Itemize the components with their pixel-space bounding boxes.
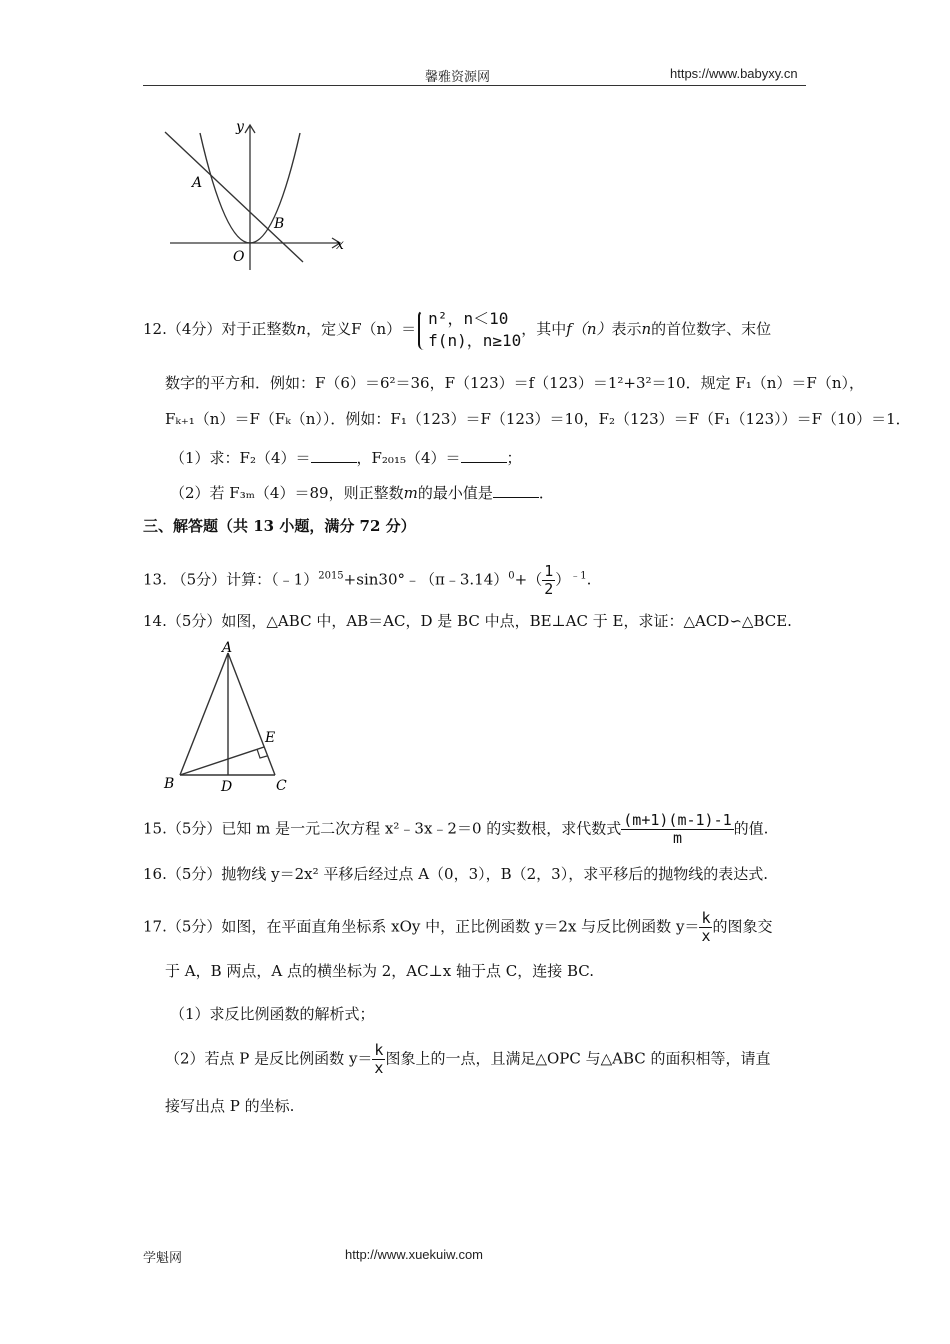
- q12-sub2-post: 的最小值是: [417, 484, 493, 502]
- q15-pre: 15.（5分）已知 m 是一元二次方程 x²﹣3x﹣2＝0 的实数根，求代数式: [143, 819, 622, 838]
- q12-mid: ，定义: [306, 320, 352, 338]
- q12-sub2-m: m: [403, 484, 418, 502]
- q12-end: 表示: [611, 320, 642, 338]
- q12-F: F（n）＝: [351, 320, 417, 338]
- q13-close: ）: [555, 570, 571, 589]
- q17-sub2-post: 图象上的一点，且满足△OPC 与△ABC 的面积相等，请直: [385, 1049, 771, 1068]
- label-O: O: [233, 249, 245, 265]
- label-y: y: [236, 119, 244, 135]
- case-1: n²，n＜10: [428, 309, 509, 328]
- q12-post: ，其中: [521, 320, 567, 338]
- q17-pre: 17.（5分）如图，在平面直角坐标系 xOy 中，正比例函数 y＝2x 与反比例函数 y＝: [143, 917, 700, 936]
- q13-line: [143, 563, 591, 598]
- q17-frac-num: k: [701, 909, 711, 927]
- q17-sub2-frac-den: x: [374, 1059, 384, 1077]
- q13-fraction: [542, 563, 555, 598]
- label-B: B: [274, 216, 285, 232]
- q15-line: [143, 812, 768, 847]
- q12-pre: 12.（4分）对于正整数: [143, 320, 297, 338]
- q15-frac-den: m: [672, 829, 682, 847]
- label-E: E: [265, 730, 276, 746]
- footer-site-url[interactable]: http://www.xuekuiw.com: [345, 1247, 483, 1262]
- triangle-figure: [160, 638, 300, 798]
- q17-fraction: [699, 910, 712, 945]
- q17-line1: [143, 910, 772, 945]
- q15-fraction: [621, 812, 733, 847]
- q12-sub2-end: ．: [538, 484, 554, 502]
- answer-blank[interactable]: [461, 446, 507, 463]
- label-C: C: [276, 778, 287, 794]
- label-A: A: [192, 175, 203, 191]
- side-AB: [180, 653, 228, 775]
- header-site-url[interactable]: https://www.babyxy.cn: [670, 66, 798, 81]
- q13-frac-den: 2: [544, 580, 554, 598]
- header-site-name: 馨雅资源网: [425, 69, 491, 84]
- q12-line1: [143, 308, 771, 352]
- answer-blank[interactable]: [311, 446, 357, 463]
- q13-frac-num: 1: [544, 562, 554, 580]
- q15-frac-num: (m+1)(m-1)-1: [623, 811, 732, 829]
- q17-sub2: [165, 1042, 771, 1077]
- q17-sub2-pre: （2）若点 P 是反比例函数 y＝: [165, 1049, 373, 1068]
- answer-blank[interactable]: [493, 481, 539, 498]
- q12-sub1-mid: ，F₂₀₁₅（4）＝: [356, 449, 461, 467]
- parabola-line-figure: [160, 115, 350, 275]
- q13-exp0: 0: [508, 570, 515, 582]
- q17-post: 的图象交: [712, 917, 773, 936]
- q12-sub1-end: ；: [506, 449, 522, 467]
- q12-sub2: [170, 481, 554, 503]
- label-x: x: [336, 237, 344, 253]
- piecewise-brace: [416, 308, 521, 352]
- section-title: 三、解答题（共 13 小题，满分 72 分）: [143, 517, 416, 535]
- q13-end: .: [586, 570, 592, 589]
- q12-n2: n: [641, 320, 652, 338]
- q13-pre: 13. （5分）计算：（﹣1）: [143, 570, 319, 589]
- label-D: D: [221, 779, 233, 795]
- label-A: A: [222, 640, 233, 656]
- q15-post: 的值.: [733, 819, 769, 838]
- q13-exp-neg1: ﹣1: [570, 570, 587, 582]
- q17-sub2-frac-num: k: [374, 1041, 384, 1059]
- q12-line2: 数字的平方和．例如：F（6）＝6²＝36，F（123）＝f（123）＝1²+3²＝10．规定 F₁（n）＝F（n），: [165, 374, 865, 392]
- q12-sub1: [170, 446, 522, 468]
- q17-sub2-fraction: [372, 1042, 385, 1077]
- q14-line: 14.（5分）如图，△ABC 中，AB＝AC，D 是 BC 中点，BE⊥AC 于 E，求证：△ACD∽△BCE.: [143, 612, 792, 630]
- footer-site-name: 学魁网: [143, 1250, 183, 1265]
- q12-tail: 的首位数字、末位: [651, 320, 772, 338]
- q12-n: n: [296, 320, 307, 338]
- q13-exp2015: 2015: [318, 570, 344, 582]
- q12-f: f（n）: [566, 320, 612, 338]
- q17-sub2-line2: 接写出点 P 的坐标.: [165, 1097, 295, 1115]
- case-2: f(n)，n≥10: [428, 331, 522, 350]
- q12-line3: Fₖ₊₁（n）＝F（Fₖ（n））．例如：F₁（123）＝F（123）＝10，F₂（123）＝F（F₁（123））＝F（10）＝1．: [165, 410, 911, 428]
- q17-line2: 于 A，B 两点，A 点的横坐标为 2，AC⊥x 轴于点 C，连接 BC.: [165, 962, 594, 980]
- q13-plus: +（: [514, 570, 543, 589]
- segment-BE: [180, 747, 264, 775]
- q12-sub2-pre: （2）若 F₃ₘ（4）＝89，则正整数: [170, 484, 404, 502]
- q17-sub1: （1）求反比例函数的解析式；: [170, 1005, 375, 1023]
- header-rule: [143, 85, 806, 86]
- q13-mid: +sin30°﹣（π﹣3.14）: [343, 570, 509, 589]
- q12-sub1-pre: （1）求：F₂（4）＝: [170, 449, 311, 467]
- q17-frac-den: x: [701, 927, 711, 945]
- label-B: B: [164, 776, 175, 792]
- q16-line: 16.（5分）抛物线 y＝2x² 平移后经过点 A（0，3），B（2，3），求平移后的抛物线的表达式.: [143, 865, 768, 883]
